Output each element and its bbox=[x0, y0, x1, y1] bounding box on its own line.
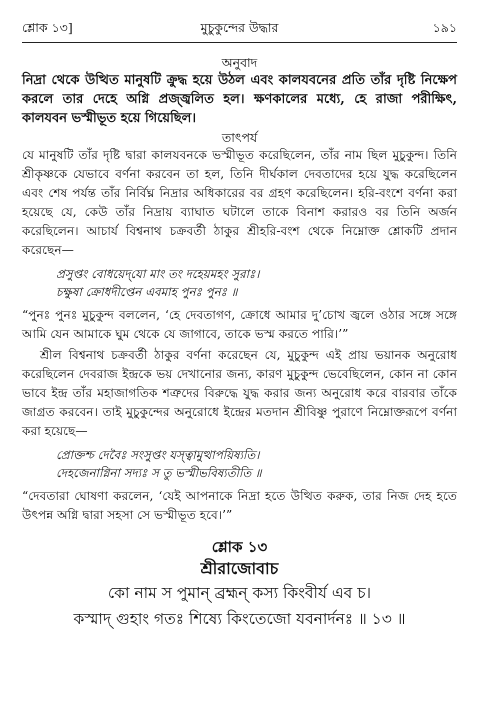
verse-line-1: কো নাম স পুমান্‌ ব্রহ্মন্‌ কস্য কিংবীর্য এব চ। bbox=[107, 584, 372, 602]
running-header bbox=[22, 20, 457, 38]
translation-heading: অনুবাদ bbox=[221, 55, 258, 70]
quote-translation-2: “দেবতারা ঘোষণা করলেন, ‘যেই আপনাকে নিদ্রা হতে উত্থিত করুক, তার নিজ দেহ হতে উৎপন্ন অগ্নি দ্বারা সহসা সে ভস্মীভূত হবে।’” bbox=[22, 489, 457, 522]
quoted-verse-1-line-1: প্রসুপ্তং বোধয়েদ্‌যো মাং তং দহেয়মহং সুরাঃ। bbox=[56, 267, 260, 281]
quote-translation-1: “পুনঃ পুনঃ মুচুকুন্দ বললেন, ‘হে দেবতাগণ, ক্রোধে আমার দু’চোখ জ্বলে ওঠার সঙ্গে সঙ্গে আমি যেন আমাকে ঘুম থেকে যে জাগাবে, তাকে ভস্ম করতে পারি।’” bbox=[22, 308, 457, 341]
quoted-verse-1 bbox=[56, 265, 457, 301]
purport-paragraph-2: শ্রীল বিশ্বনাথ চক্রবর্তী ঠাকুর বর্ণনা করেছেন যে, মুচুকুন্দ এই প্রায় ভয়ানক অনুরোধ করেছিলেন দেবরাজ ইন্দ্রকে ভয় দেখানোর জন্য, কারণ মুচুকুন্দ ভেবেছিলেন, কোন না কোন ভাবে ইন্দ্র তাঁর মহাজাগতিক শত্রুদের বিরুদ্ধে যুদ্ধ করার জন্য অনুরোধ করে বারবার তাঁকে জাগ্রত করবেন। তাই মুচুকুন্দের অনুরোধে ইন্দ্রের মতদান শ্রীবিষ্ণু পুরাণে নিম্নোক্তরূপে বর্ণনা করা হয়েছে— bbox=[22, 348, 457, 438]
page-content bbox=[22, 54, 457, 632]
purport-paragraph-1: যে মানুষটি তাঁর দৃষ্টি দ্বারা কালযবনকে ভস্মীভূত করেছিলেন, তাঁর নাম ছিল মুচুকুন্দ। তিনি শ্রীকৃষ্ণকে যেভাবে বর্ণনা করবেন তা হল, তিনি দীর্ঘকাল দেবতাদের হয়ে যুদ্ধ করেছিলেন এবং শেষ পর্যন্ত তাঁর নির্বিঘ্ন নিদ্রার অধিকারের বর গ্রহণ করেছিলেন। হরি-বংশে বর্ণনা করা হয়েছে যে, কেউ তাঁর নিদ্রায় ব্যাঘাত ঘটালে তাকে বিনাশ করারও বর তিনি অর্জন করেছিলেন। আচার্য বিশ্বনাথ চক্রবর্তী ঠাকুর শ্রীহরি-বংশ থেকে নিম্নোক্ত শ্লোকটি প্রদান করেছেন— bbox=[22, 148, 457, 257]
verse-number-heading: শ্লোক ১৩ bbox=[211, 538, 268, 556]
quoted-verse-2-line-1: প্রোক্তশ্চ দেবৈঃ সংসুপ্তং যস্ত্বামুত্থাপয়িষ্যতি। bbox=[56, 448, 260, 462]
page-number: ১৯১ bbox=[432, 20, 457, 35]
quoted-verse-1-line-2: চক্ষুষা ক্রোধদীপ্তেন এবমাহ পুনঃ পুনঃ ॥ bbox=[56, 285, 238, 299]
translation-text: নিদ্রা থেকে উত্থিত মানুষটি ক্রুদ্ধ হয়ে উঠল এবং কালযবনের প্রতি তাঁর দৃষ্টি নিক্ষেপ করলে তার দেহে অগ্নি প্রজ্জ্বলিত হল। ক্ষণকালের মধ্যে, হে রাজা পরীক্ষিৎ, কালযবন ভস্মীভূত হয়ে গিয়েছিল। bbox=[22, 73, 457, 126]
purport-heading: তাৎপর্য bbox=[221, 130, 258, 145]
header-verse-ref: শ্লোক ১৩] bbox=[22, 20, 73, 35]
header-divider bbox=[22, 42, 457, 43]
verse-speaker: শ্রীরাজোবাচ bbox=[200, 559, 279, 578]
header-chapter-title: মুচুকুন্দের উদ্ধার bbox=[200, 20, 279, 35]
verse-line-2: কস্মাদ্‌ গুহাং গতঃ শিষ্যে কিংতেজো যবনার্দনঃ ॥ ১৩ ॥ bbox=[73, 610, 406, 628]
quoted-verse-2 bbox=[56, 446, 457, 482]
quoted-verse-2-line-2: দেহজেনাগ্নিনা সদ্যঃ স তু ভস্মীভবিষ্যতীতি ॥ bbox=[56, 466, 262, 480]
